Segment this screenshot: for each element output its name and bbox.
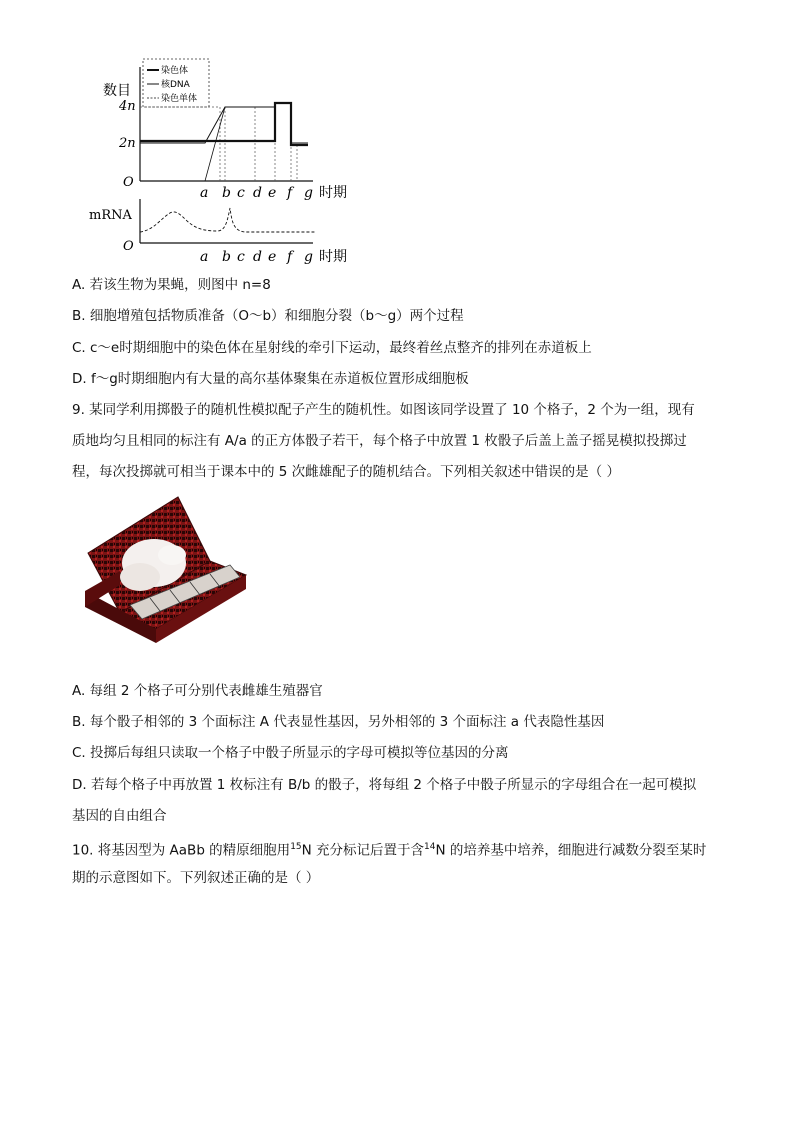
q9-option-b: B. 每个骰子相邻的 3 个面标注 A 代表显性基因，另外相邻的 3 个面标注 a 代表隐性基因 (72, 714, 605, 730)
dice-box-photo (80, 495, 250, 645)
q9-option-c: C. 投掷后每组只读取一个格子中骰子所显示的字母可模拟等位基因的分离 (72, 745, 509, 761)
cell-cycle-figure (89, 55, 365, 270)
x-axis-label: 时期 (319, 185, 347, 201)
bottom-x-tick-f: f (287, 249, 293, 265)
legend-chromosome: 染色体 (161, 66, 189, 76)
q8-option-b: B. 细胞增殖包括物质准备（O～b）和细胞分裂（b～g）两个过程 (72, 308, 464, 324)
x-tick-c: c (237, 185, 245, 201)
bottom-x-tick-a: a (200, 249, 209, 265)
q10-text-post: N 的培养基中培养，细胞进行减数分裂至某时 (435, 842, 707, 859)
q8-option-c: C. c～e时期细胞中的染色体在星射线的牵引下运动，最终着丝点整齐的排列在赤道板上 (72, 340, 592, 356)
x-tick-e: e (268, 185, 277, 201)
top-y-label: 数目 (103, 83, 131, 99)
q9-stem-line-3: 程，每次投掷就可相当于课本中的 5 次雌雄配子的随机结合。下列相关叙述中错误的是（ ） (72, 464, 620, 480)
bottom-x-tick-c: c (237, 249, 245, 265)
q10-text-pre: 10. 将基因型为 AaBb 的精原细胞用 (72, 842, 291, 859)
x-tick-d: d (253, 185, 262, 201)
legend-dna: 核DNA (161, 80, 190, 90)
q9-stem-line-2: 质地均匀且相同的标注有 A/a 的正方体骰子若干，每个格子中放置 1 枚骰子后盖上盖子摇晃模拟投掷过 (72, 433, 687, 449)
q8-option-d: D. f～g时期细胞内有大量的高尔基体聚集在赤道板位置形成细胞板 (72, 371, 469, 387)
q10-sup-15: 15 (290, 842, 302, 852)
mrna-curve (140, 208, 315, 232)
bottom-y-label: mRNA (89, 208, 132, 223)
q9-option-d: D. 若每个格子中再放置 1 枚标注有 B/b 的骰子，将每组 2 个格子中骰子所显示的字母组合在一起可模拟 (72, 777, 697, 793)
bottom-x-tick-g: g (304, 249, 313, 265)
y-tick-2n: 2n (119, 136, 136, 151)
bottom-x-tick-d: d (253, 249, 262, 265)
q9-option-a: A. 每组 2 个格子可分别代表雌雄生殖器官 (72, 683, 323, 699)
q10-stem-line-1 (72, 837, 706, 861)
y-tick-4n: 4n (119, 99, 136, 114)
q9-stem-line-1: 9. 某同学利用掷骰子的随机性模拟配子产生的随机性。如图该同学设置了 10 个格子，2 个为一组，现有 (72, 402, 695, 418)
bottom-x-tick-b: b (222, 249, 231, 265)
bottom-origin: O (123, 239, 134, 254)
q10-sup-14: 14 (424, 842, 436, 852)
x-tick-g: g (304, 185, 313, 201)
q9-option-d-cont: 基因的自由组合 (72, 808, 167, 824)
x-tick-f: f (287, 185, 293, 201)
dna-line (140, 103, 308, 143)
chromatid-line (205, 107, 225, 181)
x-tick-a: a (200, 185, 209, 201)
bottom-x-tick-e: e (268, 249, 277, 265)
q10-text-mid: N 充分标记后置于含 (301, 842, 425, 859)
q10-stem-line-2: 期的示意图如下。下列叙述正确的是（ ） (72, 870, 320, 886)
q8-option-a: A. 若该生物为果蝇，则图中 n=8 (72, 277, 271, 293)
legend-chromatid: 染色单体 (161, 94, 198, 104)
bottom-x-axis-label: 时期 (319, 249, 347, 265)
x-tick-b: b (222, 185, 231, 201)
top-origin: O (123, 175, 134, 190)
